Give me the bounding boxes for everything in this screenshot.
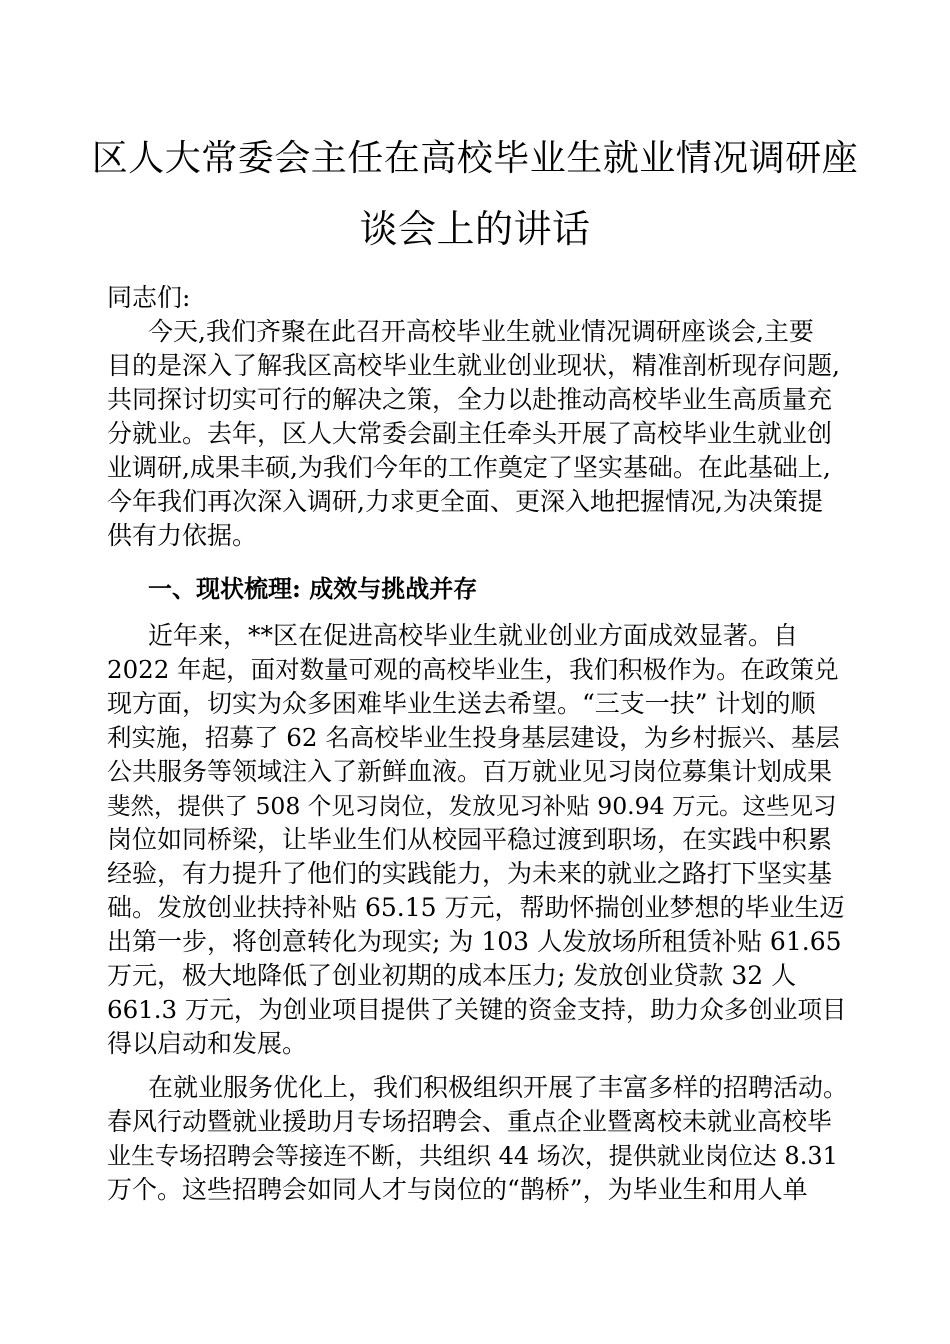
paragraph-line: 现方面，切实为众多困难毕业生送去希望。“三支一扶” 计划的顺: [107, 689, 816, 718]
paragraph-line: 661.3 万元，为创业项目提供了关键的资金支持，助力众多创业项目: [107, 995, 847, 1024]
paragraph-line: 供有力依据。: [107, 521, 258, 550]
paragraph-line: 近年来，**区在促进高校毕业生就业创业方面成效显著。自: [148, 621, 799, 650]
paragraph-line: 得以启动和发展。: [107, 1029, 308, 1058]
salutation: 同志们:: [107, 283, 191, 312]
paragraph-line: 春风行动暨就业援助月专场招聘会、重点企业暨离校未就业高校毕: [107, 1107, 833, 1136]
document-title-line-1: 区人大常委会主任在高校毕业生就业情况调研座: [91, 138, 859, 179]
paragraph-line: 经验，有力提升了他们的实践能力，为未来的就业之路打下坚实基: [107, 859, 833, 888]
paragraph-line: 今天,我们齐聚在此召开高校毕业生就业情况调研座谈会,主要: [148, 317, 814, 346]
paragraph-line: 业生专场招聘会等接连不断，共组织 44 场次，提供就业岗位达 8.31: [107, 1142, 838, 1170]
paragraph-line: 目的是深入了解我区高校毕业生就业创业现状，精准剖析现存问题,: [107, 351, 840, 380]
paragraph-line: 岗位如同桥梁，让毕业生们从校园平稳过渡到职场，在实践中积累: [107, 825, 833, 854]
paragraph-line: 础。发放创业扶持补贴 65.15 万元，帮助怀揣创业梦想的毕业生迈: [107, 893, 845, 922]
paragraph-line: 公共服务等领域注入了新鲜血液。百万就业见习岗位募集计划成果: [107, 757, 833, 786]
paragraph-line: 业调研,成果丰硕,为我们今年的工作奠定了坚实基础。在此基础上,: [107, 453, 831, 482]
paragraph-line: 出第一步，将创意转化为现实; 为 103 人发放场所租赁补贴 61.65: [107, 927, 842, 956]
paragraph-line: 今年我们再次深入调研,力求更全面、更深入地把握情况,为决策提: [107, 487, 823, 516]
document-title-line-2: 谈会上的讲话: [359, 207, 591, 251]
paragraph-line: 斐然，提供了 508 个见习岗位，发放见习补贴 90.94 万元。这些见习: [107, 792, 837, 820]
paragraph-line: 在就业服务优化上，我们积极组织开展了丰富多样的招聘活动。: [148, 1073, 849, 1102]
paragraph-line: 利实施，招募了 62 名高校毕业生投身基层建设，为乡村振兴、基层: [107, 723, 840, 752]
paragraph-line: 万个。这些招聘会如同人才与岗位的“鹊桥”，为毕业生和用人单: [107, 1175, 808, 1204]
paragraph-line: 2022 年起，面对数量可观的高校毕业生，我们积极作为。在政策兑: [107, 655, 839, 684]
paragraph-line: 共同探讨切实可行的解决之策，全力以赴推动高校毕业生高质量充: [107, 385, 833, 414]
paragraph-line: 万元，极大地降低了创业初期的成本压力; 发放创业贷款 32 人: [107, 961, 797, 990]
section-heading-1: 一、现状梳理: 成效与挑战并存: [148, 574, 478, 603]
paragraph-line: 分就业。去年，区人大常委会副主任牵头开展了高校毕业生就业创: [107, 419, 833, 448]
